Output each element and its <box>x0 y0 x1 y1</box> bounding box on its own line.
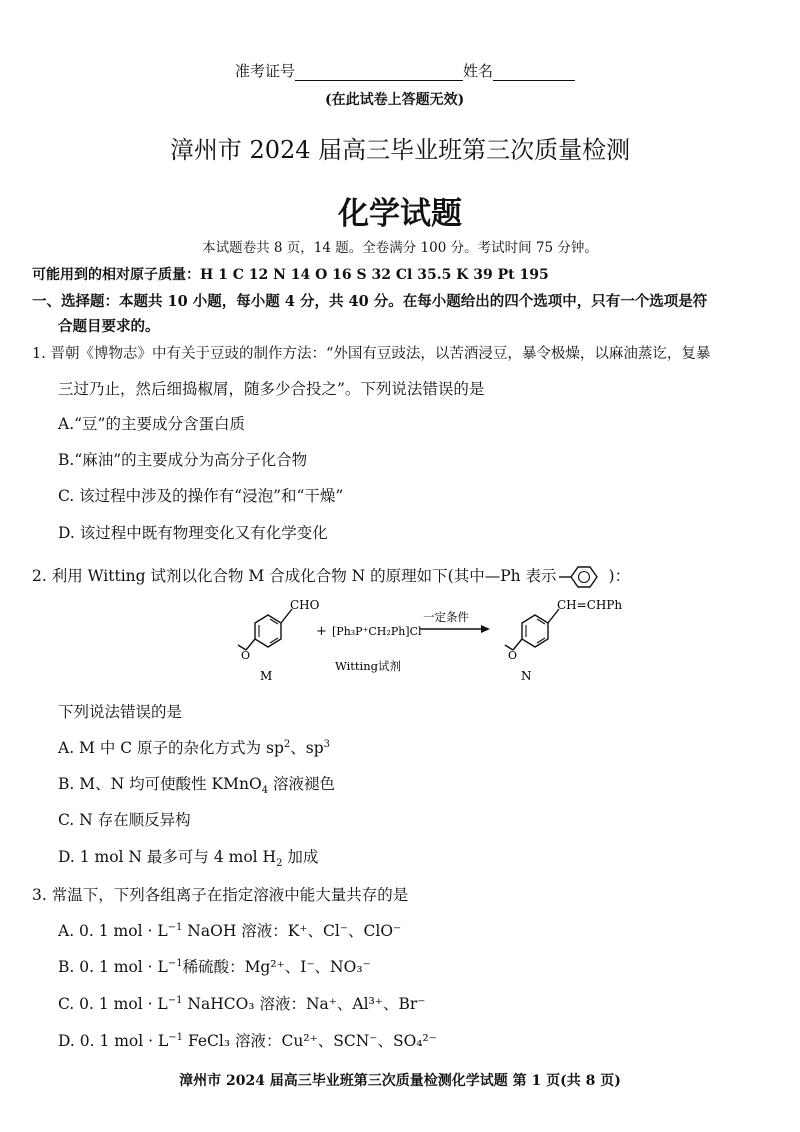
phenyl-ring-icon <box>559 564 607 590</box>
q3-b-post: 稀硫酸：Mg²⁺、I⁻、NO₃⁻ <box>182 958 371 976</box>
reaction-scheme <box>0 595 800 695</box>
q2-ask: 下列说法错误的是 <box>58 703 183 721</box>
compound-n-structure <box>505 609 559 662</box>
q3-d-post: FeCl₃ 溶液：Cu²⁺、SCN⁻、SO₄²⁻ <box>183 1032 437 1050</box>
q1-option-b: B.“麻油”的主要成分为高分子化合物 <box>58 451 308 469</box>
q2-b-text: B. M、N 均可使酸性 KMnO <box>58 775 262 793</box>
q3-option-b <box>58 955 371 977</box>
exam-title: 漳州市 2024 届高三毕业班第三次质量检测 <box>169 136 631 164</box>
page-footer: 漳州市 2024 届高三毕业班第三次质量检测化学试题 第 1 页(共 8 页) <box>179 1073 621 1089</box>
q1-option-a: A.“豆”的主要成分含蛋白质 <box>58 415 245 433</box>
q2-a-sup2: 2 <box>283 738 291 750</box>
subject-title: 化学试题 <box>338 196 462 232</box>
q3-d-exp: −1 <box>168 1031 184 1043</box>
label-m: M <box>260 669 273 683</box>
exam-id-row <box>235 60 575 81</box>
reaction-arrowhead <box>481 625 490 633</box>
exam-info: 本试题卷共 8 页，14 题。全卷满分 100 分。考试时间 75 分钟。 <box>202 240 598 256</box>
m-cho-group: CHO <box>290 598 320 612</box>
exam-id-label: 准考证号 <box>235 62 296 80</box>
q2-stem-text: 2. 利用 Witting 试剂以化合物 M 合成化合物 N 的原理如下(其中—Ph 表示 <box>32 567 557 585</box>
atomic-masses: 可能用到的相对原子质量：H 1 C 12 N 14 O 16 S 32 Cl 35.5 K 39 Pt 195 <box>32 267 549 283</box>
name-blank[interactable] <box>493 62 575 81</box>
q3-b-text: B. 0. 1 mol · L <box>58 958 168 976</box>
q2-a-mid: 、sp <box>290 739 324 757</box>
q2-stem-end: )： <box>608 567 631 585</box>
q1-option-c: C. 该过程中涉及的操作有“浸泡”和“干燥” <box>58 487 344 505</box>
wittig-reagent-formula: [Ph₃P⁺CH₂Ph]Cl⁻ <box>332 625 428 638</box>
q2-a-text: A. M 中 C 原子的杂化方式为 sp <box>58 739 284 757</box>
svg-text:O: O <box>508 649 518 662</box>
q2-b-post: 溶液褪色 <box>268 775 335 793</box>
q2-option-a <box>58 736 330 758</box>
q2-a-sup3: 3 <box>323 738 331 750</box>
q2-stem <box>32 564 630 590</box>
exam-id-blank[interactable] <box>295 62 463 81</box>
n-alkene-group: CH=CHPh <box>557 598 623 612</box>
q3-b-exp: −1 <box>167 957 183 969</box>
q3-d-text: D. 0. 1 mol · L <box>58 1032 169 1050</box>
q3-option-c <box>58 992 425 1014</box>
scheme-plus: + <box>316 624 327 639</box>
q2-option-c: C. N 存在顺反异构 <box>58 811 191 829</box>
q3-stem: 3. 常温下，下列各组离子在指定溶液中能大量共存的是 <box>32 886 409 904</box>
name-label: 姓名 <box>463 62 494 80</box>
q1-stem-line2: 三过乃止，然后细捣椒屑，随多少合投之”。下列说法错误的是 <box>58 380 485 398</box>
q3-a-exp: −1 <box>167 921 183 933</box>
compound-m-structure <box>238 609 292 662</box>
label-wittig-reagent: Witting试剂 <box>335 659 401 673</box>
svg-text:O: O <box>241 649 251 662</box>
q2-d-post: 加成 <box>282 848 319 866</box>
q3-option-a <box>58 919 401 941</box>
q1-option-d: D. 该过程中既有物理变化又有化学变化 <box>58 524 328 542</box>
q2-b-sub4: 4 <box>261 785 269 797</box>
section-heading-line1: 一、选择题：本题共 10 小题，每小题 4 分，共 40 分。在每小题给出的四个选项中，只有一个选项是符 <box>32 293 708 310</box>
reaction-condition: 一定条件 <box>423 610 469 624</box>
q3-a-text: A. 0. 1 mol · L <box>58 922 168 940</box>
q2-option-d <box>58 845 318 869</box>
q3-c-post: NaHCO₃ 溶液：Na⁺、Al³⁺、Br⁻ <box>182 995 426 1013</box>
q3-c-exp: −1 <box>167 994 183 1006</box>
q3-option-d <box>58 1029 437 1051</box>
q1-stem-line1: 1. 晋朝《博物志》中有关于豆豉的制作方法：“外国有豆豉法，以苦酒浸豆，暴令极燥，以麻油蒸讫，复暴 <box>32 346 711 362</box>
label-n: N <box>521 669 532 683</box>
q2-d-sub2: 2 <box>276 858 283 870</box>
invalid-note: (在此试卷上答题无效) <box>325 92 465 108</box>
q2-option-b <box>58 772 335 796</box>
section-heading-line2: 合题目要求的。 <box>58 318 160 335</box>
q3-c-text: C. 0. 1 mol · L <box>58 995 168 1013</box>
q3-a-post: NaOH 溶液：K⁺、Cl⁻、ClO⁻ <box>182 922 402 940</box>
q2-d-text: D. 1 mol N 最多可与 4 mol H <box>58 848 277 866</box>
